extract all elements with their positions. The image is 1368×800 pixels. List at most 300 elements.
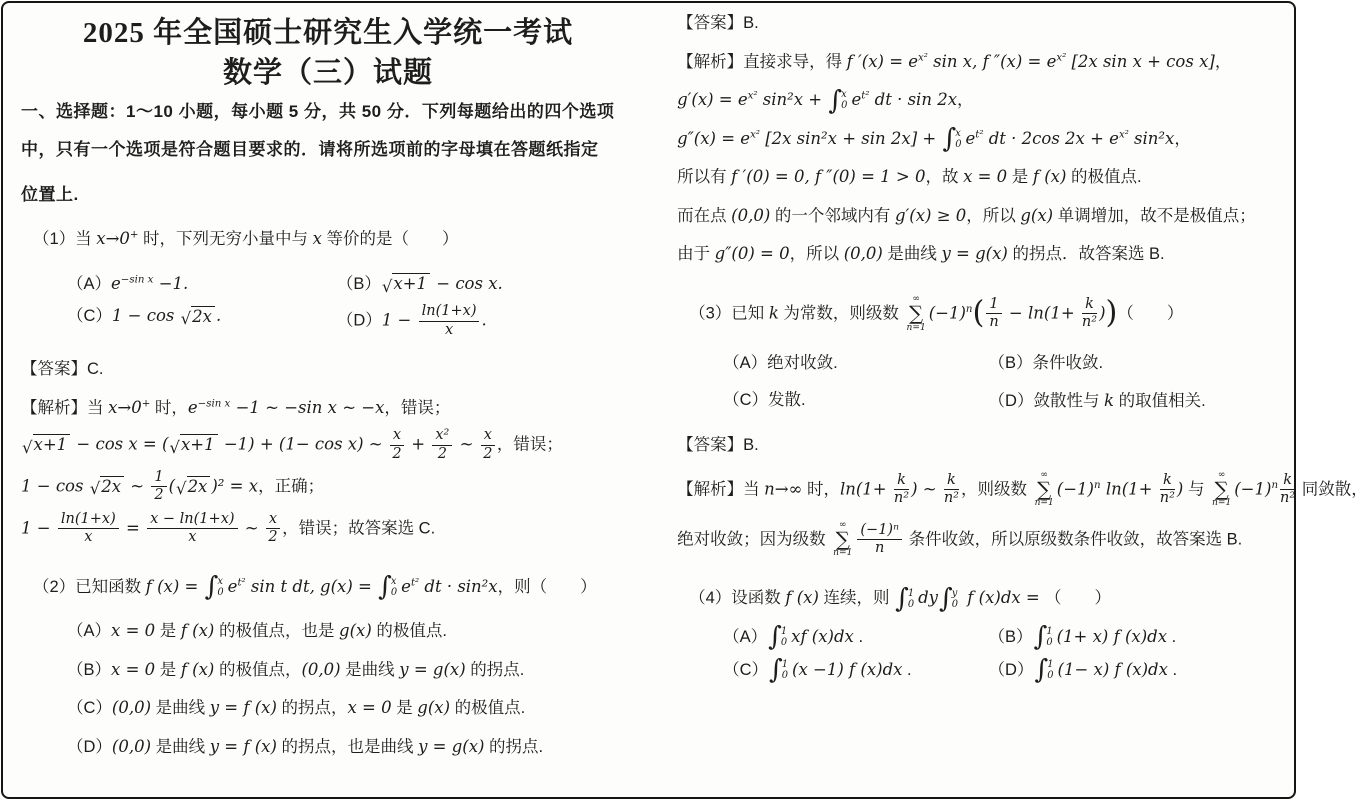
superscript: t²: [237, 577, 246, 589]
math-run: −1 ~ −sin x ~ −x: [230, 397, 385, 417]
text-run: 是: [155, 622, 181, 641]
sum-sign: ∑: [835, 527, 850, 551]
fraction: [151, 469, 166, 505]
text-run: 的拐点，: [276, 699, 348, 718]
numerator: k: [1082, 296, 1097, 314]
lower-limit: n=1: [1212, 498, 1232, 509]
text-run: （D）敛散性与: [988, 392, 1105, 411]
numerator: ln(1+x): [419, 303, 480, 321]
text-run: 【答案】B.: [677, 436, 759, 455]
math-run: f ′(0) = 0, f ″(0) = 1 > 0: [731, 167, 926, 187]
math-run: g″(0) = 0: [714, 244, 790, 264]
text-run: 中，只有一个选项是符合题目要求的．请将所选项前的字母填在答题纸指定: [21, 140, 599, 160]
math-run: g″(x) = e: [677, 128, 751, 148]
math-run: ~: [239, 518, 264, 538]
math-run: sin x, f ″(x) = e: [927, 51, 1057, 71]
text-run: .: [1167, 660, 1178, 679]
math-run: x→0: [108, 397, 142, 417]
integral-limits: [841, 90, 847, 111]
math-run: k: [1104, 391, 1115, 411]
math-run: 1 −: [21, 518, 56, 538]
text-run: ，: [1174, 129, 1191, 148]
denominator: n²: [893, 490, 910, 507]
math-run: ~: [125, 476, 150, 496]
option: [337, 271, 635, 298]
superscript: x²: [750, 129, 760, 141]
section-intro-line: [21, 182, 635, 208]
math-run: [2x sin²x + sin 2x] +: [759, 128, 942, 148]
text-run: 等价的是（ ）: [321, 230, 459, 249]
text-run: 的取值相关.: [1114, 392, 1206, 411]
option: [723, 654, 988, 686]
radical: [169, 434, 217, 456]
question-4-stem: [677, 582, 1282, 614]
sum-sign: ∑: [1214, 477, 1229, 501]
analysis-2-line: [677, 123, 1282, 155]
integral-sign: ∫: [895, 582, 909, 614]
analysis-3-line: [677, 469, 1368, 509]
math-run: e: [851, 90, 862, 110]
radical-sign: √: [89, 479, 101, 499]
question-1-options-cd: [21, 303, 635, 339]
text-run: 为常数，则级数: [778, 304, 904, 323]
text-run: 的拐点，也是曲线: [276, 737, 419, 756]
text-run: 【解析】当: [21, 398, 109, 417]
text-run: 而在点: [677, 206, 732, 225]
denominator: n: [875, 540, 885, 556]
text-run: （C）: [67, 307, 112, 326]
denominator: 2: [268, 529, 278, 546]
text-run: 【解析】当: [677, 479, 765, 498]
text-run: （D）: [67, 737, 112, 756]
lower-limit: n=1: [906, 322, 926, 333]
text-run: 【答案】B.: [677, 14, 759, 32]
math-run: ~: [454, 434, 479, 454]
denominator: n²: [1081, 314, 1098, 331]
math-run: f (x): [785, 588, 819, 608]
numerator: k: [1280, 472, 1295, 490]
math-run: f (x)dx =: [962, 588, 1046, 608]
math-run: f (x): [180, 621, 215, 641]
option: [988, 654, 1282, 686]
upper-limit: 1: [781, 658, 789, 670]
fraction: [58, 511, 119, 547]
exam-title-line1: 2025 年全国硕士研究生入学统一考试: [82, 17, 574, 49]
text-run: （C）发散.: [723, 391, 806, 410]
text-run: （B）: [336, 274, 381, 293]
upper-limit: x: [955, 127, 961, 139]
math-run: (0,0): [843, 244, 883, 264]
text-run: 是曲线: [340, 660, 400, 679]
math-run: 1 − cos: [21, 476, 89, 496]
analysis-1-line: [21, 511, 635, 547]
integral-limits: [955, 129, 961, 150]
text-run: （ ）: [1117, 304, 1184, 323]
math-run: x = 0: [963, 167, 1008, 187]
math-run: y = g(x): [399, 659, 466, 679]
text-run: （1）当: [33, 230, 97, 249]
text-run: 所以有: [677, 168, 732, 187]
integral-sign: ∫: [939, 582, 953, 614]
analysis-1-line: [21, 427, 635, 463]
text-run: 的极值点.: [450, 699, 526, 718]
integral-limits: [391, 577, 397, 598]
math-run: − cos x = (: [71, 434, 169, 454]
option: [723, 388, 988, 415]
upper-limit: ∞: [1040, 469, 1048, 480]
analysis-2-line: [677, 84, 1282, 116]
text-run: ，正确；: [258, 477, 325, 496]
summation: [1212, 471, 1231, 509]
radical: [176, 476, 210, 498]
numerator: x²: [432, 427, 452, 445]
math-run: y = g(x): [941, 244, 1008, 264]
math-run: ): [1176, 478, 1184, 498]
option: [723, 621, 988, 653]
math-run: dt · sin 2x: [869, 90, 957, 110]
text-run: （2）已知函数: [33, 577, 146, 596]
math-run: k: [768, 303, 779, 323]
text-run: ，则级数: [961, 479, 1032, 498]
integral: [939, 582, 961, 614]
superscript: t²: [975, 129, 984, 141]
math-run: xf (x)dx: [791, 627, 854, 647]
text-run: 时，下列无穷小量中与: [138, 230, 313, 249]
math-run: − ln(1+: [1003, 303, 1080, 323]
exam-title-line2: 数学（三）试题: [223, 57, 434, 90]
lower-limit: 0: [841, 100, 848, 112]
math-run: ): [1099, 303, 1106, 323]
text-run: （A）: [723, 628, 768, 647]
math-run: y = f (x): [209, 698, 277, 718]
superscript: x²: [918, 52, 928, 64]
numerator: ln(1+x): [58, 511, 119, 529]
math-run: sin²x: [1128, 128, 1175, 148]
text-run: 条件收敛，所以原级数条件收敛，故答案选 B.: [903, 529, 1243, 548]
option: [989, 388, 1282, 415]
question-3-options-ab: [677, 351, 1282, 377]
text-run: .: [1167, 628, 1177, 647]
integral-sign: ∫: [942, 123, 957, 155]
analysis-1-line: [21, 395, 635, 422]
summation: [1035, 471, 1054, 509]
math-run: (0,0): [301, 659, 341, 679]
radical-sign: √: [169, 437, 180, 457]
integral-limits: [1047, 660, 1053, 681]
text-run: 是: [1007, 168, 1033, 187]
math-run: −1) + (1− cos x) ~: [218, 434, 388, 454]
text-run: 同敛散，: [1297, 479, 1368, 498]
lower-limit: 0: [955, 138, 962, 150]
math-run: dt · 2cos 2x + e: [983, 128, 1119, 148]
upper-limit: x: [390, 575, 397, 587]
math-run: (−1): [928, 303, 966, 323]
lower-limit: 0: [1047, 669, 1054, 681]
integral-sign: ∫: [768, 621, 782, 653]
left-column: [3, 3, 651, 797]
math-run: ln(1+: [1100, 478, 1158, 498]
fraction: [857, 522, 902, 558]
math-run: x = 0: [111, 621, 156, 641]
upper-limit: y: [951, 587, 958, 599]
exam-paper-page: [1, 1, 1368, 799]
question-2-option-d: [21, 734, 635, 761]
summation: [833, 521, 852, 559]
text-run: （A）: [67, 274, 112, 293]
answer-3: [677, 433, 1282, 459]
radical: [22, 434, 70, 456]
text-run: ，则（ ）: [497, 577, 597, 596]
radical-sign: √: [180, 309, 192, 329]
text-run: 是: [391, 699, 418, 718]
numerator: k: [944, 472, 959, 490]
text-run: 一、选择题：1～10 小题，每小题 5 分，共 50 分．下列每题给出的四个选项: [21, 102, 615, 122]
radicand: 2x: [191, 306, 215, 328]
math-run: g′(x) = e: [677, 90, 748, 110]
integral: [769, 654, 791, 686]
fraction: [944, 472, 959, 508]
fraction: [147, 511, 237, 547]
section-intro-line: [21, 99, 635, 125]
math-run: e: [965, 128, 976, 148]
integral: [768, 621, 790, 653]
math-run: 1 − cos: [111, 306, 180, 326]
lower-limit: n=1: [833, 548, 853, 559]
text-run: 【答案】C.: [21, 360, 104, 378]
upper-limit: 1: [907, 587, 915, 599]
text-run: （B）: [67, 660, 112, 679]
fraction: [481, 427, 495, 463]
math-run: − cos x.: [431, 273, 503, 293]
denominator: n²: [1280, 490, 1296, 507]
lower-limit: 0: [951, 598, 959, 610]
integral: [895, 582, 917, 614]
analysis-1-line: [21, 469, 635, 505]
denominator: n²: [1159, 490, 1175, 507]
text-run: 的拐点．故答案选 B.: [1007, 245, 1165, 264]
radical: [90, 476, 124, 498]
text-run: （A）: [67, 622, 112, 641]
right-column-content: [677, 11, 1368, 686]
fraction: [1082, 296, 1097, 332]
superscript: −sin x: [120, 274, 154, 286]
big-paren: ): [1105, 295, 1118, 331]
text-run: 的极值点.: [371, 622, 447, 641]
math-run: g(x): [417, 698, 451, 718]
math-run: e: [111, 273, 121, 293]
integral: [1034, 654, 1056, 686]
text-run: 【解析】直接求导，得: [677, 52, 847, 71]
text-run: 是曲线: [151, 699, 210, 718]
analysis-2-line: [677, 203, 1282, 230]
fraction: [1280, 472, 1295, 508]
lower-limit: 0: [217, 586, 224, 598]
text-run: 绝对收敛；因为级数: [677, 529, 831, 548]
two-column-layout: [3, 3, 1368, 797]
numerator: x: [390, 427, 404, 445]
question-1-options-ab: [21, 271, 635, 298]
math-run: y = g(x): [418, 736, 485, 756]
big-paren: (: [972, 295, 985, 331]
math-run: x = 0: [111, 659, 156, 679]
integral-sign: ∫: [378, 570, 392, 602]
text-run: 由于: [677, 245, 715, 264]
text-run: .: [853, 628, 864, 647]
option: [337, 303, 635, 339]
upper-limit: ∞: [1217, 469, 1226, 480]
upper-limit: 1: [780, 626, 788, 638]
text-run: （ ）: [1045, 589, 1112, 608]
text-run: .: [902, 660, 912, 679]
upper-limit: ∞: [838, 519, 847, 530]
math-run: .: [481, 310, 487, 330]
text-run: （B）条件收敛.: [988, 353, 1104, 372]
text-run: （4）设函数: [689, 589, 786, 608]
left-column-content: [21, 99, 635, 760]
superscript: n: [965, 303, 973, 315]
superscript: t²: [861, 90, 870, 102]
text-run: （3）已知: [689, 304, 769, 323]
upper-limit: ∞: [912, 293, 920, 304]
fraction: [432, 427, 452, 463]
fraction: [390, 427, 404, 463]
integral-sign: ∫: [204, 570, 219, 602]
numerator: x: [481, 427, 495, 445]
radicand: x+1: [392, 273, 430, 295]
superscript: x²: [1056, 52, 1067, 64]
math-run: g(x): [339, 621, 372, 641]
math-run: dy: [918, 588, 938, 608]
denominator: x: [444, 321, 454, 338]
text-run: ，错误；: [384, 398, 451, 417]
numerator: k: [1160, 472, 1175, 490]
math-run: f (x) =: [145, 576, 204, 596]
text-run: ，: [1214, 52, 1232, 71]
text-run: （D）: [336, 311, 382, 330]
superscript: t²: [410, 577, 420, 589]
fraction: [894, 472, 909, 508]
integral-limits: [952, 589, 958, 610]
option: [989, 351, 1282, 377]
fraction: [266, 511, 280, 547]
math-run: (: [168, 476, 176, 496]
analysis-2-line: [677, 241, 1282, 268]
math-run: (x −1) f (x)dx: [792, 659, 903, 679]
text-run: （B）: [988, 628, 1033, 647]
superscript: x²: [1118, 129, 1129, 141]
radicand: x+1: [33, 434, 71, 456]
denominator: x: [84, 529, 93, 546]
denominator: 2: [483, 445, 493, 462]
radicand: x+1: [180, 434, 218, 456]
option: [67, 271, 337, 298]
radical: [181, 306, 215, 328]
question-3-stem: [677, 295, 1282, 333]
superscript: +: [129, 229, 139, 241]
math-run: )² = x: [211, 476, 259, 496]
text-run: 的拐点.: [465, 660, 525, 679]
text-run: 的极值点，也是: [214, 622, 340, 641]
fraction: [986, 296, 1001, 332]
integral-limits: [782, 660, 788, 681]
math-run: ) ~: [911, 478, 942, 498]
text-run: ，所以: [966, 206, 1021, 225]
superscript: x²: [747, 90, 758, 102]
math-run: ln(1+: [839, 478, 892, 498]
text-run: 的极值点.: [1066, 168, 1142, 187]
text-run: 的拐点.: [484, 737, 544, 756]
text-run: 位置上.: [21, 184, 79, 204]
numerator: x − ln(1+x): [147, 511, 237, 529]
integral: [828, 84, 850, 116]
denominator: 2: [392, 445, 402, 462]
math-run: (−1): [1234, 478, 1272, 498]
radicand: 2x: [100, 476, 124, 498]
numerator: k: [894, 472, 909, 490]
numerator: x: [266, 511, 280, 529]
lower-limit: 0: [1046, 637, 1053, 649]
integral-sign: ∫: [1033, 621, 1048, 653]
question-2-option-a: [21, 618, 635, 645]
fraction: [1160, 472, 1175, 508]
lower-limit: 0: [781, 669, 789, 681]
upper-limit: 1: [1046, 626, 1053, 638]
text-run: （C）: [67, 699, 112, 718]
math-run: dt · sin²x: [419, 576, 498, 596]
question-3-options-cd: [677, 388, 1282, 415]
math-run: sin t dt, g(x) =: [245, 576, 378, 596]
text-run: 连续，则: [818, 589, 895, 608]
text-run: 是曲线: [882, 245, 942, 264]
question-4-options-cd: [677, 654, 1282, 686]
lower-limit: n=1: [1034, 498, 1054, 509]
radicand: 2x: [187, 476, 211, 498]
text-run: ，所以: [789, 245, 844, 264]
analysis-2-line: [677, 164, 1282, 191]
math-run: g(x): [1020, 205, 1054, 225]
question-4-options-ab: [677, 621, 1282, 653]
radical-sign: √: [176, 479, 187, 499]
section-intro-line: [21, 137, 635, 163]
math-run: 1 −: [381, 310, 417, 330]
text-run: 是: [155, 660, 181, 679]
math-run: (1+ x) f (x)dx: [1056, 627, 1168, 647]
question-2-option-b: [21, 657, 635, 684]
math-run: (−1): [1056, 478, 1094, 498]
text-run: 与: [1183, 479, 1210, 498]
math-run: x→0: [96, 229, 130, 249]
math-run: x: [312, 229, 322, 249]
upper-limit: 1: [1047, 658, 1054, 670]
radical: [382, 273, 430, 295]
text-run: 时，: [802, 479, 840, 498]
math-run: f (x): [180, 659, 215, 679]
math-run: [2x sin x + cos x]: [1066, 51, 1215, 71]
option: [67, 303, 337, 339]
text-run: 的一个邻域内有: [770, 206, 895, 225]
sum-sign: ∑: [909, 302, 924, 326]
denominator: n: [989, 314, 999, 331]
math-run: f ′(x) = e: [846, 51, 919, 71]
answer-1: [21, 357, 635, 383]
integral: [1033, 621, 1056, 653]
integral-limits: [781, 627, 787, 648]
math-run: (1− x) f (x)dx: [1057, 659, 1168, 679]
analysis-3-line: [677, 521, 1282, 559]
summation: [907, 295, 926, 333]
text-run: ，: [957, 91, 974, 110]
fraction: [419, 303, 480, 339]
